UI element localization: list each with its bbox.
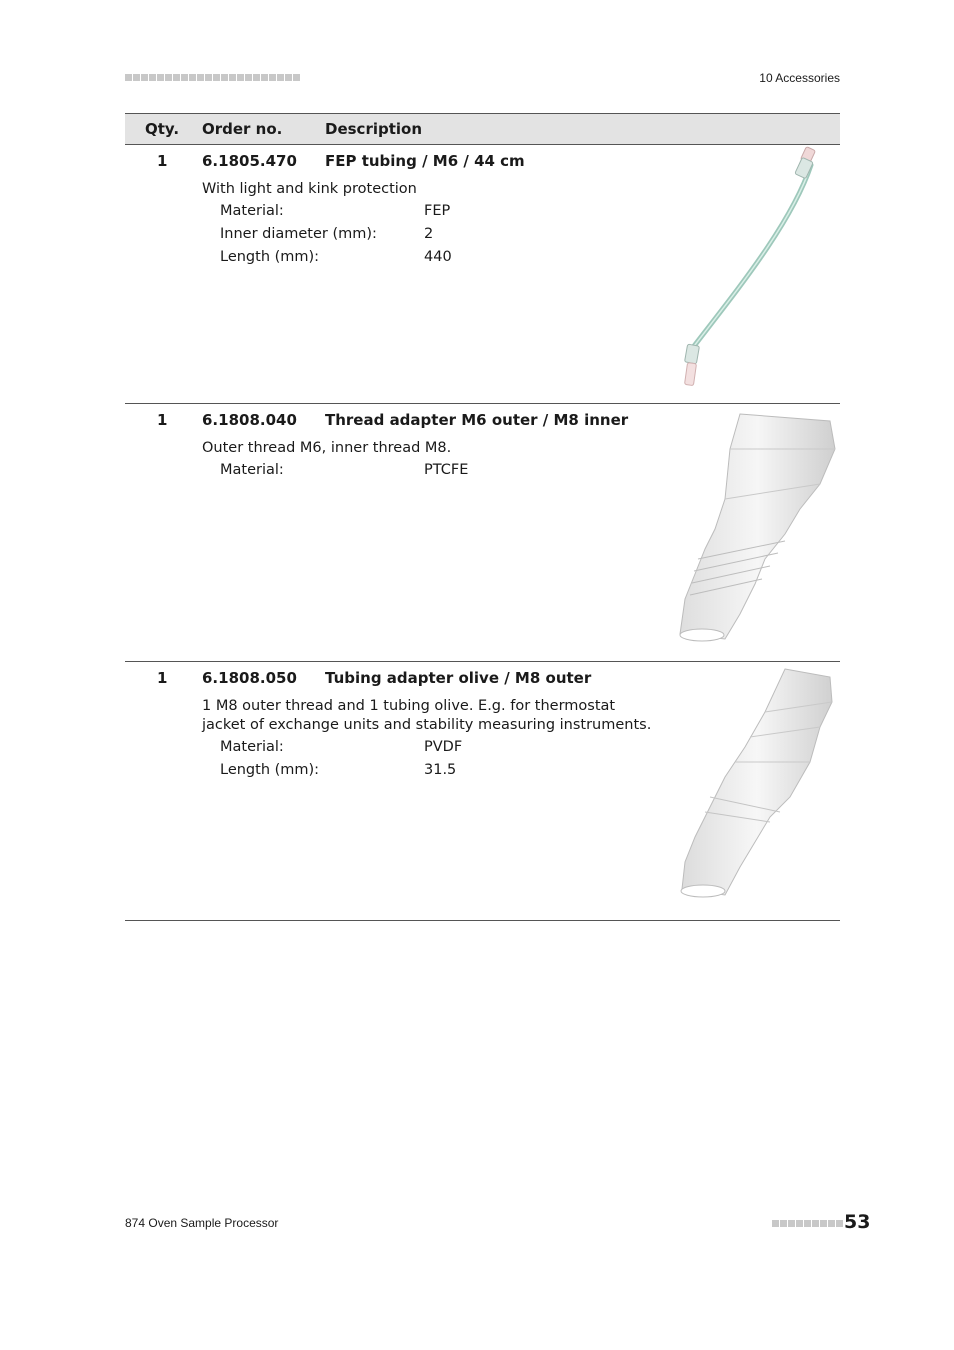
table-header bbox=[125, 113, 840, 145]
footer-product: 874 Oven Sample Processor bbox=[125, 1216, 279, 1230]
table-row bbox=[125, 662, 840, 921]
footer-decoration bbox=[772, 1220, 843, 1227]
row-title: Tubing adapter olive / M8 outer bbox=[325, 669, 592, 687]
row-intro: With light and kink protection bbox=[202, 181, 417, 197]
property-label: Material: bbox=[220, 203, 284, 219]
property-value: 2 bbox=[424, 226, 434, 242]
fep-tubing-image bbox=[673, 145, 833, 390]
property-label: Length (mm): bbox=[220, 249, 320, 265]
column-order-no: Order no. bbox=[202, 120, 283, 138]
row-title: FEP tubing / M6 / 44 cm bbox=[325, 152, 525, 170]
property-label: Length (mm): bbox=[220, 762, 320, 778]
property-value: FEP bbox=[424, 203, 451, 219]
column-description: Description bbox=[325, 120, 423, 138]
row-qty: 1 bbox=[157, 411, 168, 429]
property-value: PVDF bbox=[424, 739, 463, 755]
row-order-no: 6.1808.040 bbox=[202, 411, 297, 429]
tubing-adapter-image bbox=[670, 667, 840, 902]
thread-adapter-image bbox=[670, 409, 840, 644]
row-order-no: 6.1808.050 bbox=[202, 669, 297, 687]
column-qty: Qty. bbox=[145, 120, 180, 138]
table-row bbox=[125, 145, 840, 404]
property-label: Material: bbox=[220, 462, 284, 478]
property-value: 440 bbox=[424, 249, 452, 265]
property-value: 31.5 bbox=[424, 762, 457, 778]
row-qty: 1 bbox=[157, 152, 168, 170]
property-value: PTCFE bbox=[424, 462, 469, 478]
property-label: Inner diameter (mm): bbox=[220, 226, 377, 242]
header-decoration bbox=[125, 74, 300, 81]
table-row bbox=[125, 404, 840, 662]
property-label: Material: bbox=[220, 739, 284, 755]
accessories-table bbox=[125, 113, 840, 921]
row-order-no: 6.1805.470 bbox=[202, 152, 297, 170]
row-qty: 1 bbox=[157, 669, 168, 687]
row-title: Thread adapter M6 outer / M8 inner bbox=[325, 411, 629, 429]
row-intro: 1 M8 outer thread and 1 tubing olive. E.g. for thermostat jacket of exchange units and stability measuring instruments. bbox=[202, 698, 652, 733]
section-title: 10 Accessories bbox=[759, 71, 840, 85]
page-number: 53 bbox=[844, 1211, 871, 1233]
row-intro: Outer thread M6, inner thread M8. bbox=[202, 440, 452, 456]
